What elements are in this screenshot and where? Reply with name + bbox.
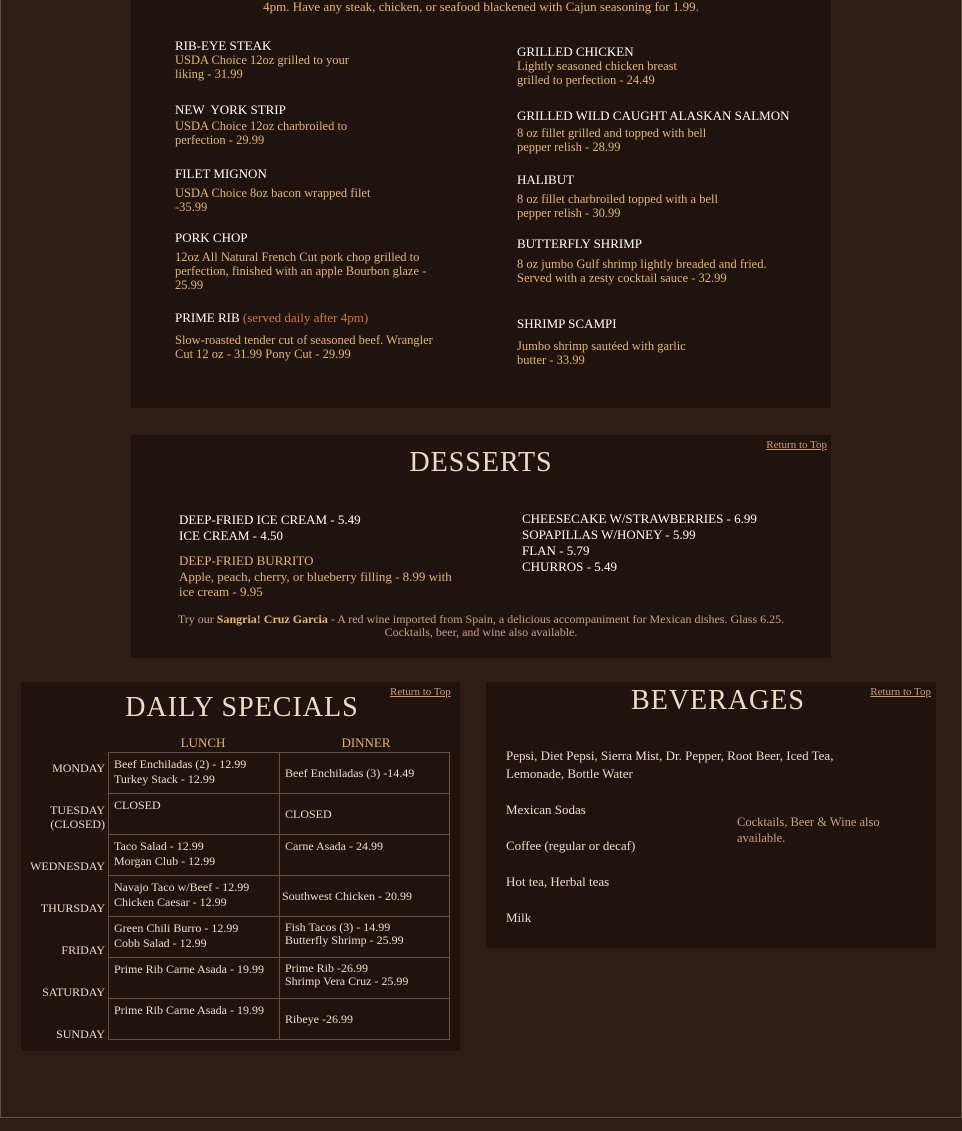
item-name: BUTTERFLY SHRIMP [517, 236, 642, 251]
list-item: Hot tea, Herbal teas [506, 874, 610, 889]
dinner-header: DINNER [341, 735, 391, 750]
sangria-name: Sangria! Cruz Garcia [216, 612, 328, 626]
sangria-post: - A red wine imported from Spain, a delicious accompaniment for Mexican dishes. Glass 6.25. Cocktails, beer, and wine also available. [330, 612, 785, 639]
beverages-panel [486, 682, 936, 948]
table-row [109, 917, 450, 958]
lunch-cell: Green Chili Burro - 12.99 Cobb Salad - 12.99 [109, 917, 280, 958]
return-to-top-link[interactable]: Return to Top [766, 439, 827, 451]
lunch-cell: CLOSED [109, 794, 280, 835]
item-name: GRILLED CHICKEN [517, 44, 634, 59]
menu-item [175, 103, 375, 147]
desserts-panel [131, 435, 831, 658]
item-name: SHRIMP SCAMPI [517, 316, 617, 331]
day-label: THURSDAY [40, 901, 105, 915]
table-row [109, 794, 450, 835]
dessert-item: SOPAPILLAS W/HONEY - 5.99 [522, 527, 696, 542]
dinner-cell: CLOSED [280, 794, 450, 835]
item-name: FILET MIGNON [175, 166, 267, 181]
sangria-pre: Try our [177, 612, 214, 626]
table-row [109, 958, 450, 999]
dessert-item: ICE CREAM - 4.50 [179, 528, 283, 543]
item-name: RIB-EYE STEAK [175, 38, 272, 53]
item-desc: USDA Choice 12oz grilled to your liking - 31.99 [175, 53, 349, 81]
list-item: Coffee (regular or decaf) [506, 838, 636, 853]
item-name: HALIBUT [517, 172, 575, 187]
item-desc: USDA Choice 8oz bacon wrapped filet -35.99 [175, 186, 371, 214]
list-item: Pepsi, Diet Pepsi, Sierra Mist, Dr. Pepper, Root Beer, Iced Tea, Lemonade, Bottle Water [506, 748, 834, 781]
item-desc: Slow-roasted tender cut of seasoned beef. Wrangler Cut 12 oz - 31.99 Pony Cut - 29.99 [175, 333, 433, 361]
day-label: MONDAY [52, 761, 105, 775]
day-label: TUESDAY (CLOSED) [50, 803, 105, 831]
lunch-cell: Prime Rib Carne Asada - 19.99 [109, 999, 280, 1040]
menu-item [175, 311, 465, 361]
dessert-item-desc: Apple, peach, cherry, or blueberry filling - 8.99 with ice cream - 9.95 [179, 569, 452, 599]
item-desc: 12oz All Natural French Cut pork chop grilled to perfection, finished with an apple Bourbon glaze - 25.99 [175, 250, 427, 292]
dinner-cell: Carne Asada - 24.99 [280, 835, 450, 876]
item-name: PRIME RIB [175, 310, 240, 325]
item-desc: USDA Choice 12oz charbroiled to perfection - 29.99 [175, 119, 348, 147]
dinner-cell: Prime Rib -26.99 Shrimp Vera Cruz - 25.99 [280, 958, 450, 999]
sangria-note [161, 613, 801, 639]
section-title: DESSERTS [409, 447, 553, 478]
list-item: Milk [506, 910, 532, 925]
item-desc: 8 oz jumbo Gulf shrimp lightly breaded and fried. Served with a zesty cocktail sauce - 32.99 [517, 257, 767, 285]
dessert-item: CHURROS - 5.49 [522, 559, 617, 574]
lunch-cell: Beef Enchiladas (2) - 12.99 Turkey Stack - 12.99 [109, 753, 280, 794]
section-title: BEVERAGES [631, 685, 805, 716]
dessert-item: CHEESECAKE W/STRAWBERRIES - 6.99 [522, 511, 757, 526]
item-name: PORK CHOP [175, 230, 248, 245]
menu-item [517, 317, 717, 367]
menu-item [175, 231, 455, 292]
lunch-cell: Navajo Taco w/Beef - 12.99 Chicken Caesar - 12.99 [109, 876, 280, 917]
item-note: (served daily after 4pm) [242, 310, 369, 325]
dinner-cell: Southwest Chicken - 20.99 [280, 876, 450, 917]
day-label: SUNDAY [56, 1027, 105, 1041]
table-row [109, 999, 450, 1040]
table-row [109, 753, 450, 794]
day-label: FRIDAY [61, 943, 105, 957]
beverage-note: Cocktails, Beer & Wine also available. [737, 815, 880, 845]
menu-item [175, 167, 375, 214]
item-desc: Jumbo shrimp sautéed with garlic butter - 33.99 [517, 339, 686, 367]
return-to-top-link[interactable]: Return to Top [390, 686, 451, 698]
return-to-top-link[interactable]: Return to Top [870, 686, 931, 698]
list-item: Mexican Sodas [506, 802, 586, 817]
table-row [109, 835, 450, 876]
dinner-cell: Beef Enchiladas (3) -14.49 [280, 753, 450, 794]
lunch-cell: Taco Salad - 12.99 Morgan Club - 12.99 [109, 835, 280, 876]
dessert-item: DEEP-FRIED ICE CREAM - 5.49 [179, 512, 361, 527]
item-name: GRILLED WILD CAUGHT ALASKAN SALMON [517, 108, 790, 123]
menu-item [517, 237, 772, 285]
lunch-cell: Prime Rib Carne Asada - 19.99 [109, 958, 280, 999]
item-desc: 8 oz fillet grilled and topped with bell pepper relish - 28.99 [517, 126, 707, 154]
dinner-cell: Ribeye -26.99 [280, 999, 450, 1040]
menu-item [517, 109, 817, 154]
dessert-right-column [522, 511, 822, 575]
lunch-header: LUNCH [180, 735, 226, 750]
section-title: DAILY SPECIALS [125, 692, 359, 723]
day-label: SATURDAY [42, 985, 105, 999]
specials-table [108, 752, 450, 1040]
dessert-item: FLAN - 5.79 [522, 543, 590, 558]
menu-item [175, 39, 375, 81]
dessert-left-column [179, 512, 459, 599]
dessert-item-name: DEEP-FRIED BURRITO [179, 553, 314, 568]
item-desc: Lightly seasoned chicken breast grilled to perfection - 24.49 [517, 59, 678, 87]
item-name: NEW YORK STRIP [175, 102, 286, 117]
dinner-cell: Fish Tacos (3) - 14.99 Butterfly Shrimp - 25.99 [280, 917, 450, 958]
table-row [109, 876, 450, 917]
day-label: WEDNESDAY [30, 859, 105, 873]
intro-text: 4pm. Have any steak, chicken, or seafood blackened with Cajun seasoning for 1.99. [263, 0, 699, 14]
entrees-panel [131, 0, 831, 408]
item-desc: 8 oz fillet charbroiled topped with a bell pepper relish - 30.99 [517, 192, 718, 220]
menu-item [517, 45, 707, 87]
menu-item [517, 173, 727, 220]
